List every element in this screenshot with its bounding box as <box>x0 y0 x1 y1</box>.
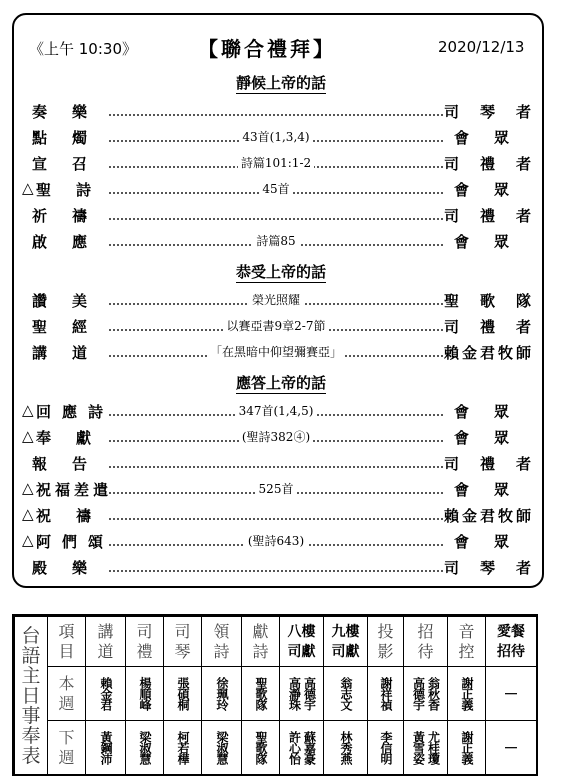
program-row <box>22 505 532 525</box>
header-cell: 愛餐 招待 <box>486 617 537 667</box>
char: 道 <box>72 344 88 362</box>
week-label: 下 週 <box>48 721 86 775</box>
program-person <box>444 316 532 336</box>
program-item <box>22 479 107 499</box>
char: 差 <box>74 481 90 499</box>
program-person <box>444 479 532 499</box>
char: 會 <box>454 129 470 147</box>
program-row <box>22 479 532 499</box>
char: △ <box>22 531 34 549</box>
person-name: 許心怡 <box>287 731 302 764</box>
char: 祝 <box>36 507 52 525</box>
person-name: 謝正義 <box>460 677 474 710</box>
char: 會 <box>454 533 470 551</box>
leader-dots <box>109 518 443 520</box>
char: 司 <box>444 559 460 577</box>
program-item <box>22 179 107 199</box>
week-label: 本 週 <box>48 667 86 721</box>
roster-title: 台 語 主 日 事 奉 表 <box>15 617 48 775</box>
program-item <box>22 231 107 251</box>
char: 者 <box>516 455 532 473</box>
program-item <box>22 101 107 121</box>
char: 會 <box>454 233 470 251</box>
char: 燭 <box>72 129 88 147</box>
char: 啟 <box>32 233 48 251</box>
person-name: 尤桂瓊 <box>426 731 441 764</box>
char: 應 <box>62 403 78 421</box>
person-name: 賴金君 <box>99 677 113 710</box>
char: 告 <box>72 455 88 473</box>
char: 牧 <box>498 344 514 362</box>
section-heading: 應答上帝的話 <box>235 374 326 392</box>
char: 奏 <box>32 103 48 121</box>
char: 樂 <box>72 103 88 121</box>
program-person <box>444 342 532 362</box>
char: 宣 <box>32 155 48 173</box>
program-content: (聖詩643) <box>109 532 443 549</box>
roster-cell <box>202 667 242 721</box>
program-person <box>444 101 532 121</box>
person-name: 黃鋼沛 <box>99 731 113 764</box>
person-name: 高瀞珠 <box>287 677 302 710</box>
program-row <box>22 427 532 447</box>
program-content: 43首(1,3,4) <box>109 128 443 145</box>
roster-cell <box>324 667 368 721</box>
person-name: 梁淑慧 <box>138 731 152 764</box>
roster-cell <box>404 667 448 721</box>
char: 祈 <box>32 207 48 225</box>
char: 講 <box>32 344 48 362</box>
char: 者 <box>516 318 532 336</box>
char: 聖 <box>32 318 48 336</box>
roster-cell <box>242 721 280 775</box>
char: △ <box>22 427 34 445</box>
program-row <box>22 453 532 473</box>
char: 奉 <box>36 429 52 447</box>
char: 司 <box>444 155 460 173</box>
program-item <box>22 401 107 421</box>
char: 牧 <box>498 507 514 525</box>
program-person <box>444 127 532 147</box>
char: 回 <box>36 403 52 421</box>
char: 殿 <box>32 559 48 577</box>
program-person <box>444 179 532 199</box>
char: 禮 <box>480 155 496 173</box>
char: 詩 <box>76 181 92 199</box>
header-cell: 講 道 <box>86 617 126 667</box>
program-row <box>22 205 532 225</box>
char: 眾 <box>494 129 510 147</box>
service-date: 2020/12/13 <box>438 38 525 56</box>
char: 琴 <box>480 103 496 121</box>
program-row <box>22 153 532 173</box>
person-name: 高德宇 <box>302 677 317 710</box>
program-person <box>444 401 532 421</box>
char: 禮 <box>480 207 496 225</box>
program-item <box>22 316 107 336</box>
char: 金 <box>462 344 478 362</box>
char: 金 <box>462 507 478 525</box>
char: 者 <box>516 155 532 173</box>
program-item <box>22 342 107 362</box>
char: 歌 <box>480 292 496 310</box>
person-name: 徐珮玲 <box>215 677 229 710</box>
roster-cell <box>448 667 486 721</box>
header-cell: 獻 詩 <box>242 617 280 667</box>
roster-cell <box>368 721 404 775</box>
person-name: 翁志文 <box>339 677 353 710</box>
char: 讚 <box>32 292 48 310</box>
roster-cell <box>86 721 126 775</box>
roster-cell <box>126 667 164 721</box>
char: 賴 <box>444 507 460 525</box>
header-cell: 投 影 <box>368 617 404 667</box>
char: 師 <box>516 507 532 525</box>
person-name: 蘇嘉豪 <box>302 731 317 764</box>
program-row <box>22 401 532 421</box>
roster-cell <box>324 721 368 775</box>
char: 師 <box>516 344 532 362</box>
char: 頌 <box>88 533 104 551</box>
program-row <box>22 179 532 199</box>
char: 點 <box>32 129 48 147</box>
program-row <box>22 231 532 251</box>
section-heading: 恭受上帝的話 <box>235 263 326 281</box>
program-content: 以賽亞書9章2-7節 <box>109 317 443 334</box>
char: 禱 <box>76 507 92 525</box>
char: 者 <box>516 559 532 577</box>
service-title: 【聯合禮拜】 <box>198 37 336 61</box>
char: 禱 <box>72 207 88 225</box>
program-content: 525首 <box>109 480 443 497</box>
char: 福 <box>55 481 71 499</box>
program-person <box>444 290 532 310</box>
roster-cell <box>368 667 404 721</box>
char: 眾 <box>494 181 510 199</box>
roster-cell <box>86 667 126 721</box>
char: 禮 <box>480 318 496 336</box>
program-person <box>444 427 532 447</box>
person-name: 李信明 <box>379 731 393 764</box>
person-name: 黃雪姿 <box>411 731 426 764</box>
roster-cell <box>202 721 242 775</box>
person-name: 楊順峰 <box>138 677 152 710</box>
program-content: 詩篇85 <box>109 232 443 249</box>
person-name: 聖歌隊 <box>254 731 268 764</box>
header-cell: 項 目 <box>48 617 86 667</box>
char: △ <box>22 401 34 419</box>
char: 者 <box>516 207 532 225</box>
leader-dots <box>109 466 443 468</box>
header-cell: 音 控 <box>448 617 486 667</box>
roster-cell <box>164 667 202 721</box>
char: 會 <box>454 181 470 199</box>
program-content: 45首 <box>109 180 443 197</box>
section-heading: 靜候上帝的話 <box>235 74 326 92</box>
char: 琴 <box>480 559 496 577</box>
char: 詩 <box>88 403 104 421</box>
char: △ <box>22 479 34 497</box>
char: 樂 <box>72 559 88 577</box>
program-person <box>444 531 532 551</box>
header-cell: 招 待 <box>404 617 448 667</box>
person-name: 高德宇 <box>411 677 426 710</box>
header-cell: 司 禮 <box>126 617 164 667</box>
char: △ <box>22 505 34 523</box>
program-row <box>22 101 532 121</box>
service-time: 《上午 10:30》 <box>29 40 137 58</box>
roster-cell <box>280 667 324 721</box>
char: 遣 <box>93 481 109 499</box>
char: 眾 <box>494 429 510 447</box>
char: 聖 <box>444 292 460 310</box>
person-name: 柯若樺 <box>176 731 190 764</box>
program-content: (聖詩382④) <box>109 428 443 445</box>
program-item <box>22 205 107 225</box>
roster-cell <box>404 721 448 775</box>
char: 隊 <box>516 292 532 310</box>
program-row <box>22 342 532 362</box>
char: 司 <box>444 318 460 336</box>
program-content: 榮光照耀 <box>109 291 443 308</box>
program-content: 「在黑暗中仰望彌賽亞」 <box>109 343 443 360</box>
person-name: 聖歌隊 <box>254 677 268 710</box>
roster-cell <box>242 667 280 721</box>
program-item <box>22 127 107 147</box>
program-content: 347首(1,4,5) <box>109 402 443 419</box>
char: 阿 <box>36 533 52 551</box>
char: 召 <box>72 155 88 173</box>
person-name: 梁淑慧 <box>215 731 229 764</box>
program-row <box>22 316 532 336</box>
program-item <box>22 290 107 310</box>
roster-cell: － <box>486 667 537 721</box>
header-cell: 領 詩 <box>202 617 242 667</box>
char: 司 <box>444 207 460 225</box>
roster-cell <box>164 721 202 775</box>
char: 會 <box>454 481 470 499</box>
char: 司 <box>444 103 460 121</box>
program-item <box>22 557 107 577</box>
program-item <box>22 153 107 173</box>
program-item <box>22 505 107 525</box>
person-name: 謝正義 <box>460 731 474 764</box>
leader-dots <box>109 218 443 220</box>
program-item <box>22 453 107 473</box>
header-cell: 八樓 司獻 <box>280 617 324 667</box>
person-name: 翁秋香 <box>426 677 441 710</box>
person-name: 林秀燕 <box>339 731 353 764</box>
program-person <box>444 205 532 225</box>
char: 眾 <box>494 403 510 421</box>
char: 司 <box>444 455 460 473</box>
duty-roster <box>12 614 538 776</box>
char: 獻 <box>76 429 92 447</box>
program-person <box>444 453 532 473</box>
roster-cell <box>280 721 324 775</box>
char: 眾 <box>494 233 510 251</box>
program-person <box>444 505 532 525</box>
program-person <box>444 557 532 577</box>
char: 眾 <box>494 533 510 551</box>
char: 君 <box>480 507 496 525</box>
roster-cell: － <box>486 721 537 775</box>
char: 們 <box>62 533 78 551</box>
char: 眾 <box>494 481 510 499</box>
roster-cell <box>448 721 486 775</box>
char: 應 <box>72 233 88 251</box>
char: 會 <box>454 429 470 447</box>
char: 禮 <box>480 455 496 473</box>
program-row <box>22 290 532 310</box>
leader-dots <box>109 570 443 572</box>
header-cell: 司 琴 <box>164 617 202 667</box>
program-item <box>22 531 107 551</box>
program-person <box>444 231 532 251</box>
char: 會 <box>454 403 470 421</box>
char: △ <box>22 179 34 197</box>
char: 報 <box>32 455 48 473</box>
char: 祝 <box>36 481 52 499</box>
header-cell: 九樓 司獻 <box>324 617 368 667</box>
char: 美 <box>72 292 88 310</box>
char: 賴 <box>444 344 460 362</box>
program-row <box>22 127 532 147</box>
char: 聖 <box>36 181 52 199</box>
program-row <box>22 531 532 551</box>
char: 者 <box>516 103 532 121</box>
leader-dots <box>109 114 443 116</box>
program-row <box>22 557 532 577</box>
person-name: 謝祥禎 <box>379 677 393 710</box>
program-content: 詩篇101:1-2 <box>109 154 443 171</box>
program-person <box>444 153 532 173</box>
char: 君 <box>480 344 496 362</box>
person-name: 張碩桐 <box>176 677 190 710</box>
program-item <box>22 427 107 447</box>
char: 經 <box>72 318 88 336</box>
roster-cell <box>126 721 164 775</box>
